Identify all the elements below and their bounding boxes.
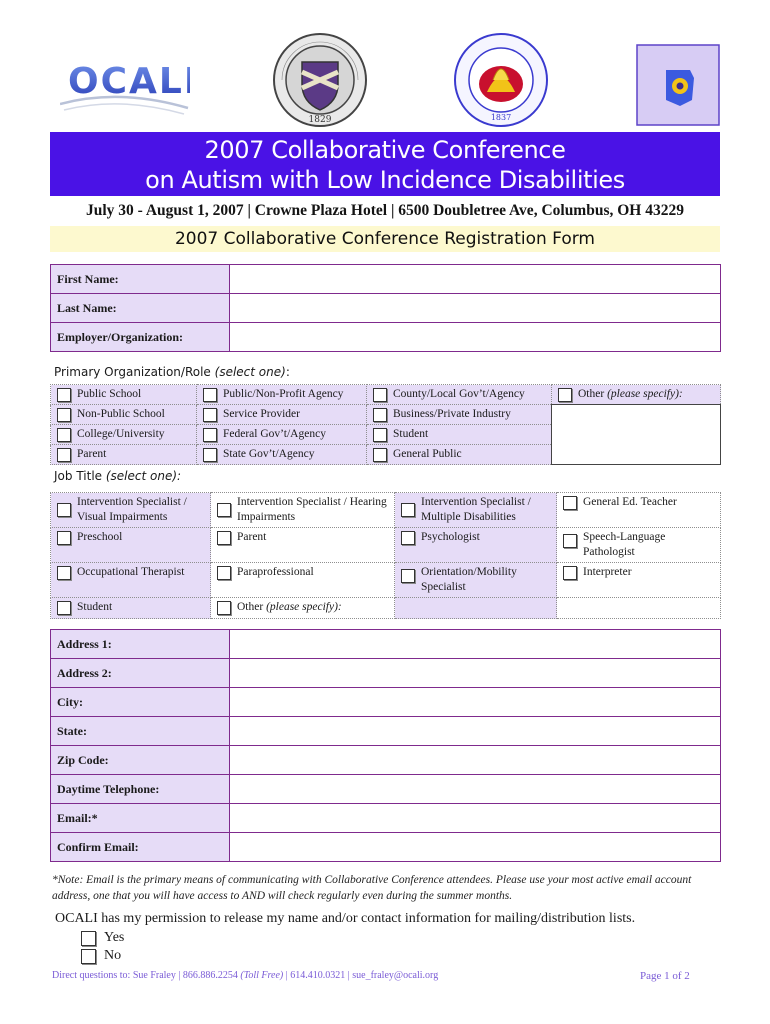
- confirm-email-field[interactable]: [230, 833, 721, 862]
- first-name-row: [51, 265, 721, 294]
- address2-label: Address 2:: [51, 659, 230, 688]
- job-option-is-visual[interactable]: Intervention Specialist / Visual Impairments: [51, 493, 211, 528]
- svg-text:OCALI: OCALI: [68, 61, 190, 102]
- checkbox-icon[interactable]: [373, 448, 387, 462]
- job-option-is-multiple[interactable]: Intervention Specialist / Multiple Disabilities: [395, 493, 557, 528]
- checkbox-icon[interactable]: [217, 601, 231, 615]
- confirm-email-label: Confirm Email:: [51, 833, 230, 862]
- first-name-field[interactable]: [230, 265, 721, 294]
- state-field[interactable]: [230, 717, 721, 746]
- role-other-specify-field[interactable]: [552, 405, 721, 465]
- footer-contact-prefix: Direct questions to: Sue Fraley | 866.886.2254: [52, 970, 238, 981]
- email-note: *Note: Email is the primary means of communicating with Collaborative Conference attendees. Please use your most active email account address, one that you will have access to AND will check regularly even during the summer months.: [52, 874, 692, 902]
- checkbox-icon[interactable]: [57, 408, 71, 422]
- checkbox-icon[interactable]: [373, 408, 387, 422]
- form-title: 2007 Collaborative Conference Registration Form: [50, 226, 720, 252]
- conference-title-line2: on Autism with Low Incidence Disabilities: [145, 166, 625, 194]
- permission-statement: OCALI has my permission to release my name and/or contact information for mailing/distribution lists.: [55, 911, 636, 926]
- permission-no-option[interactable]: [79, 948, 121, 964]
- checkbox-icon[interactable]: [558, 388, 572, 402]
- job-option-occupational[interactable]: Occupational Therapist: [51, 563, 211, 598]
- address1-field[interactable]: [230, 630, 721, 659]
- primary-role-heading-suffix: :: [285, 365, 290, 379]
- checkbox-icon[interactable]: [217, 531, 231, 545]
- checkbox-icon[interactable]: [217, 503, 231, 517]
- name-fields-table: [50, 264, 721, 352]
- role-option-college[interactable]: College/University: [51, 425, 197, 445]
- primary-role-grid: [50, 384, 721, 465]
- job-option-psychologist[interactable]: Psychologist: [395, 528, 557, 563]
- telephone-field[interactable]: [230, 775, 721, 804]
- checkbox-icon[interactable]: [57, 448, 71, 462]
- conference-title-line1: 2007 Collaborative Conference: [204, 136, 566, 164]
- footer-contact-tollfree: (Toll Free): [240, 970, 284, 981]
- job-option-orientation-mobility[interactable]: Orientation/Mobility Specialist: [395, 563, 557, 598]
- job-option-general-ed[interactable]: General Ed. Teacher: [557, 493, 721, 528]
- last-name-row: [51, 294, 721, 323]
- last-name-field[interactable]: [230, 294, 721, 323]
- page-number: [640, 970, 690, 982]
- job-title-heading-text: Job Title: [54, 469, 103, 483]
- role-option-service-provider[interactable]: Service Provider: [197, 405, 367, 425]
- city-label: City:: [51, 688, 230, 717]
- ohio-state-school-for-the-blind-seal: [453, 32, 549, 128]
- checkbox-icon[interactable]: [563, 496, 577, 510]
- job-title-heading-hint: (select one):: [105, 469, 182, 483]
- employer-field[interactable]: [230, 323, 721, 352]
- checkbox-icon[interactable]: [81, 949, 96, 964]
- checkbox-icon[interactable]: [203, 408, 217, 422]
- role-option-business[interactable]: Business/Private Industry: [367, 405, 552, 425]
- svg-text:1837: 1837: [490, 113, 512, 122]
- checkbox-icon[interactable]: [203, 448, 217, 462]
- job-title-grid: [50, 492, 721, 619]
- checkbox-icon[interactable]: [217, 566, 231, 580]
- job-option-other[interactable]: Other (please specify):: [211, 598, 395, 619]
- footer-contact: [52, 970, 438, 981]
- job-option-paraprofessional[interactable]: Paraprofessional: [211, 563, 395, 598]
- role-option-other[interactable]: Other (please specify):: [552, 385, 721, 405]
- state-label: State:: [51, 717, 230, 746]
- checkbox-icon[interactable]: [57, 531, 71, 545]
- contact-fields-table: [50, 629, 721, 862]
- email-label: Email:*: [51, 804, 230, 833]
- job-title-heading: [54, 469, 181, 483]
- city-field[interactable]: [230, 688, 721, 717]
- role-option-parent[interactable]: Parent: [51, 445, 197, 465]
- zip-label: Zip Code:: [51, 746, 230, 775]
- job-option-preschool[interactable]: Preschool: [51, 528, 211, 563]
- checkbox-icon[interactable]: [57, 601, 71, 615]
- job-other-specify-field-2[interactable]: [557, 598, 721, 619]
- job-option-is-hearing[interactable]: Intervention Specialist / Hearing Impairments: [211, 493, 395, 528]
- job-option-parent[interactable]: Parent: [211, 528, 395, 563]
- job-other-specify-field[interactable]: [395, 598, 557, 619]
- checkbox-icon[interactable]: [203, 428, 217, 442]
- last-name-label: Last Name:: [51, 294, 230, 323]
- role-option-public-nonprofit[interactable]: Public/Non-Profit Agency: [197, 385, 367, 405]
- role-option-general-public[interactable]: General Public: [367, 445, 552, 465]
- checkbox-icon[interactable]: [373, 428, 387, 442]
- job-option-student[interactable]: Student: [51, 598, 211, 619]
- page-number-value: 1 of 2: [664, 970, 690, 982]
- primary-role-heading-hint: (select one): [214, 365, 286, 379]
- checkbox-icon[interactable]: [563, 566, 577, 580]
- role-option-non-public-school[interactable]: Non-Public School: [51, 405, 197, 425]
- job-option-interpreter[interactable]: Interpreter: [557, 563, 721, 598]
- permission-no-label: No: [104, 948, 122, 963]
- role-option-public-school[interactable]: Public School: [51, 385, 197, 405]
- checkbox-icon[interactable]: [401, 503, 415, 517]
- conference-date-location: July 30 - August 1, 2007 | Crowne Plaza Hotel | 6500 Doubletree Ave, Columbus, OH 43229: [86, 202, 684, 219]
- role-option-county-local[interactable]: County/Local Gov’t/Agency: [367, 385, 552, 405]
- primary-role-heading: [54, 365, 290, 379]
- job-option-speech-language[interactable]: Speech-Language Pathologist: [557, 528, 721, 563]
- telephone-label: Daytime Telephone:: [51, 775, 230, 804]
- conference-title-banner: [50, 132, 720, 196]
- svg-text:1829: 1829: [308, 115, 332, 125]
- ocali-logo: [60, 48, 190, 118]
- checkbox-icon[interactable]: [81, 931, 96, 946]
- employer-row: [51, 323, 721, 352]
- address1-label: Address 1:: [51, 630, 230, 659]
- address2-field[interactable]: [230, 659, 721, 688]
- footer-contact-suffix: | 614.410.0321 | sue_fraley@ocali.org: [285, 970, 439, 981]
- email-field[interactable]: [230, 804, 721, 833]
- role-option-state[interactable]: State Gov’t/Agency: [197, 445, 367, 465]
- permission-yes-option[interactable]: [79, 930, 124, 946]
- checkbox-icon[interactable]: [401, 569, 415, 583]
- checkbox-icon[interactable]: [57, 503, 71, 517]
- checkbox-icon[interactable]: [563, 534, 577, 548]
- first-name-label: First Name:: [51, 265, 230, 294]
- ohio-school-for-the-deaf-seal: [272, 32, 368, 128]
- permission-yes-label: Yes: [104, 930, 125, 945]
- checkbox-icon[interactable]: [57, 566, 71, 580]
- role-option-student[interactable]: Student: [367, 425, 552, 445]
- page-number-word: Page: [640, 970, 662, 982]
- employer-label: Employer/Organization:: [51, 323, 230, 352]
- checkbox-icon[interactable]: [373, 388, 387, 402]
- checkbox-icon[interactable]: [401, 531, 415, 545]
- primary-role-heading-text: Primary Organization/Role: [54, 365, 211, 379]
- checkbox-icon[interactable]: [57, 388, 71, 402]
- checkbox-icon[interactable]: [57, 428, 71, 442]
- checkbox-icon[interactable]: [203, 388, 217, 402]
- role-option-federal[interactable]: Federal Gov’t/Agency: [197, 425, 367, 445]
- zip-field[interactable]: [230, 746, 721, 775]
- ohio-center-for-deafblind-education-logo: [636, 44, 720, 126]
